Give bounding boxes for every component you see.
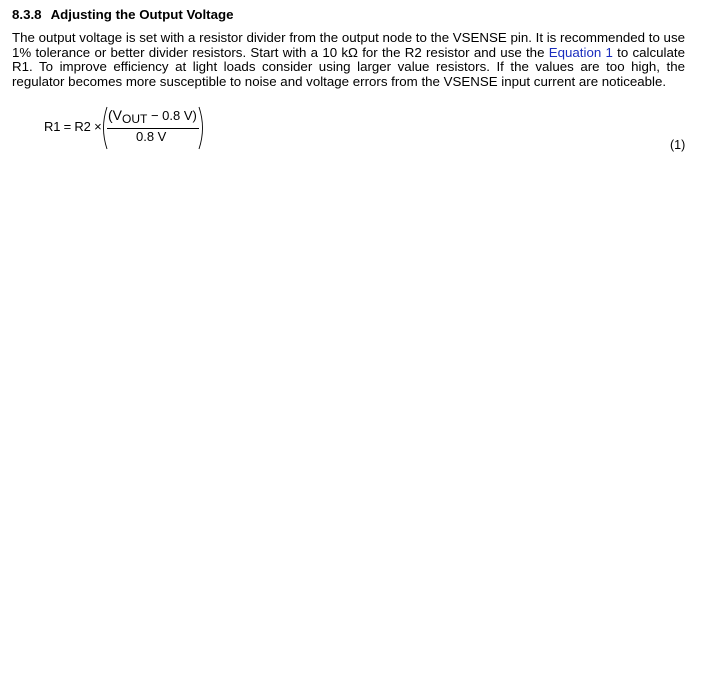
fraction-denominator: 0.8 V <box>136 129 167 144</box>
equation-lhs: R1 = R2 × <box>44 119 102 134</box>
vout-subscript: OUT <box>122 112 148 126</box>
section-heading <box>12 6 685 23</box>
numerator-open: (V <box>108 107 122 123</box>
fraction-numerator <box>108 107 197 126</box>
equation-number: (1) <box>670 138 686 152</box>
section-number: 8.3.8 <box>12 7 42 22</box>
equation-1 <box>44 106 244 154</box>
numerator-rest: − 0.8 V) <box>147 108 197 123</box>
section-title: Adjusting the Output Voltage <box>50 7 234 22</box>
section-8-3-8 <box>12 6 685 89</box>
body-paragraph <box>12 31 685 89</box>
paragraph-text-start: The output voltage is set with a resistor divider from the output node to the VSENSE pin. It is recommended to use 1% tolerance or better divider resistors. Start with a 10 kΩ for the R2 resistor and use the <box>12 30 685 60</box>
equation-1-link[interactable]: Equation 1 <box>548 44 613 60</box>
paragraph-text-end: to calculate R1. To improve efficiency at light loads consider using larger value resistors. If the values are too high, the regulator becomes more susceptible to noise and voltage errors from the VSENSE input current are noticeable. <box>12 44 685 89</box>
